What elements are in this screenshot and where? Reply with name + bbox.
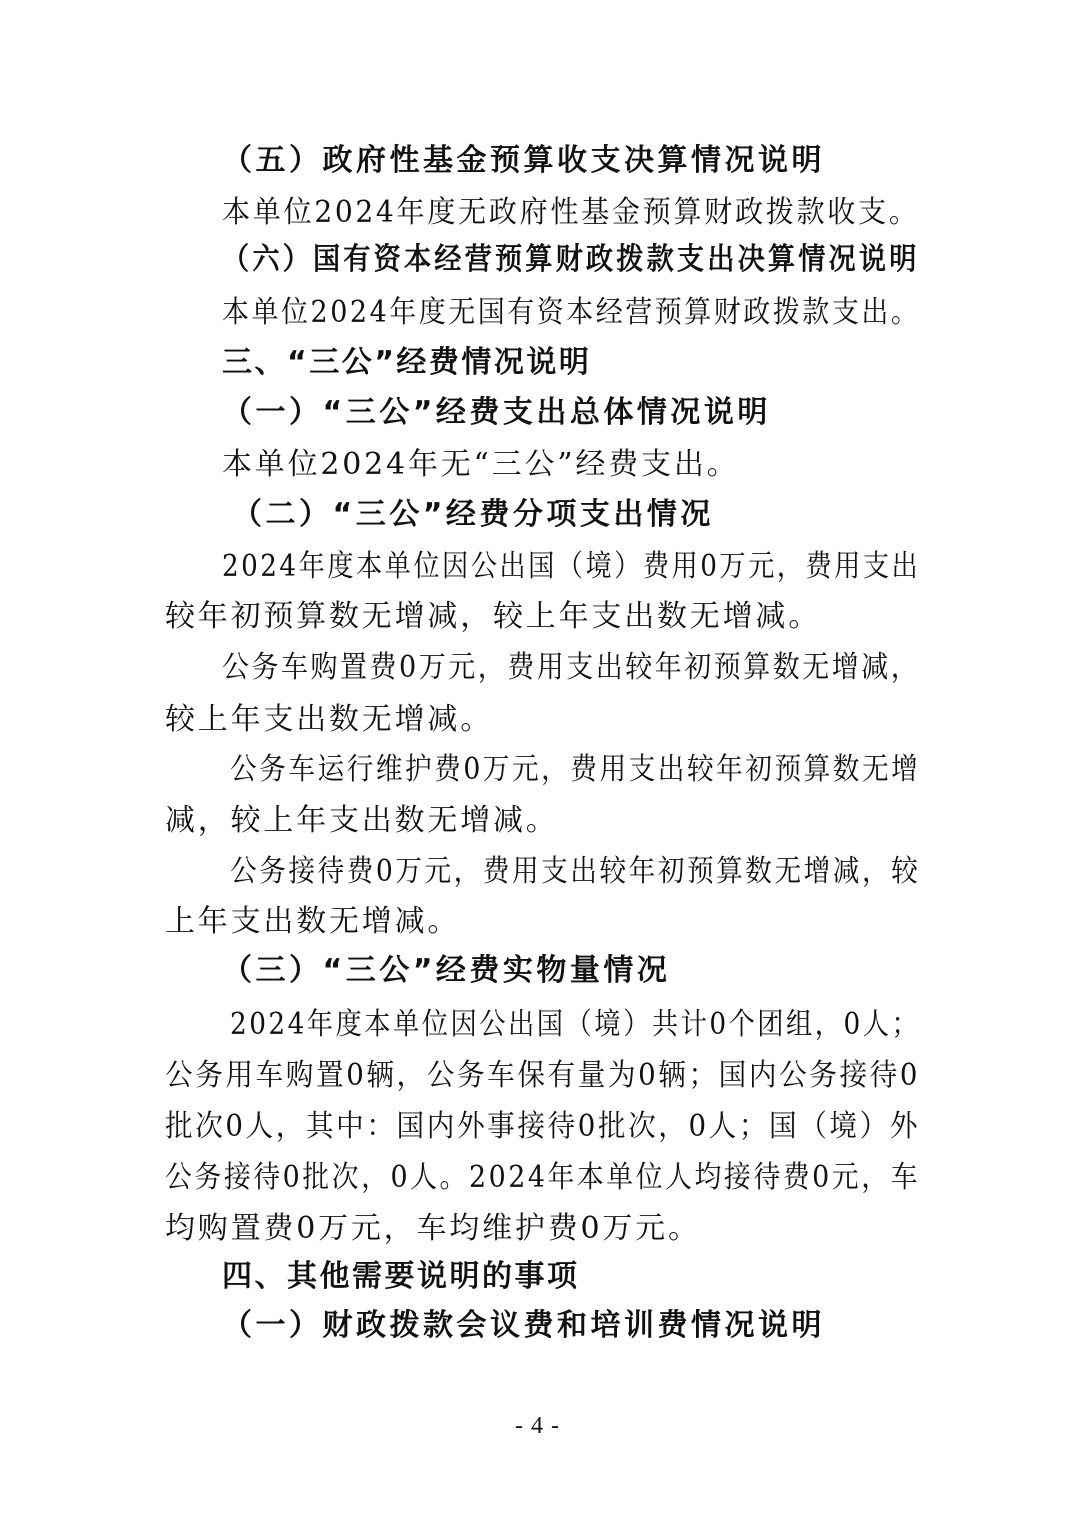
paragraph-gov-fund-none: 本单位2024年度无政府性基金预算财政拨款收支。 [222,195,920,230]
subheading-physical-quantity: （三）“三公”经费实物量情况 [222,953,671,988]
paragraph-reception-line-2: 上年支出数无增减。 [165,904,461,939]
page-number: - 4 - [515,1413,560,1439]
paragraph-quantity-line-5: 均购置费0万元，车均维护费0万元。 [165,1211,701,1246]
paragraph-quantity-line-4: 公务接待0批次，0人。2024年本单位人均接待费0元，车 [165,1160,921,1195]
subheading-state-capital-budget: （六）国有资本经营预算财政拨款支出决算情况说明 [222,242,920,277]
paragraph-overseas-line-2: 较年初预算数无增减，较上年支出数无增减。 [165,599,821,634]
subheading-itemized-expenses: （二）“三公”经费分项支出情况 [232,497,714,532]
paragraph-vehicle-maintenance-line-1: 公务车运行维护费0万元，费用支出较年初预算数无增 [230,752,921,787]
subheading-gov-fund-budget: （五）政府性基金预算收支决算情况说明 [222,143,825,178]
paragraph-quantity-line-1: 2024年度本单位因公出国（境）共计0个团组，0人； [230,1007,921,1042]
heading-other-matters: 四、其他需要说明的事项 [222,1259,580,1294]
paragraph-reception-line-1: 公务接待费0万元，费用支出较年初预算数无增减，较 [230,854,921,889]
paragraph-vehicle-purchase-line-2: 较上年支出数无增减。 [165,702,493,737]
paragraph-quantity-line-3: 批次0人，其中：国内外事接待0批次，0人；国（境）外 [165,1109,921,1144]
paragraph-vehicle-purchase-line-1: 公务车购置费0万元，费用支出较年初预算数无增减， [222,650,921,685]
subheading-overall-expenses: （一）“三公”经费支出总体情况说明 [222,395,771,430]
subheading-meeting-training-fees: （一）财政拨款会议费和培训费情况说明 [222,1308,825,1343]
paragraph-overseas-line-1: 2024年度本单位因公出国（境）费用0万元，费用支出 [222,549,921,584]
paragraph-no-expenses: 本单位2024年无“三公”经费支出。 [222,447,740,482]
heading-three-public-expenses: 三、“三公”经费情况说明 [222,345,592,380]
paragraph-vehicle-maintenance-line-2: 减，较上年支出数无增减。 [165,803,559,838]
paragraph-state-capital-none: 本单位2024年度无国有资本经营预算财政拨款支出。 [222,295,921,330]
paragraph-quantity-line-2: 公务用车购置0辆，公务车保有量为0辆；国内公务接待0 [165,1058,921,1093]
